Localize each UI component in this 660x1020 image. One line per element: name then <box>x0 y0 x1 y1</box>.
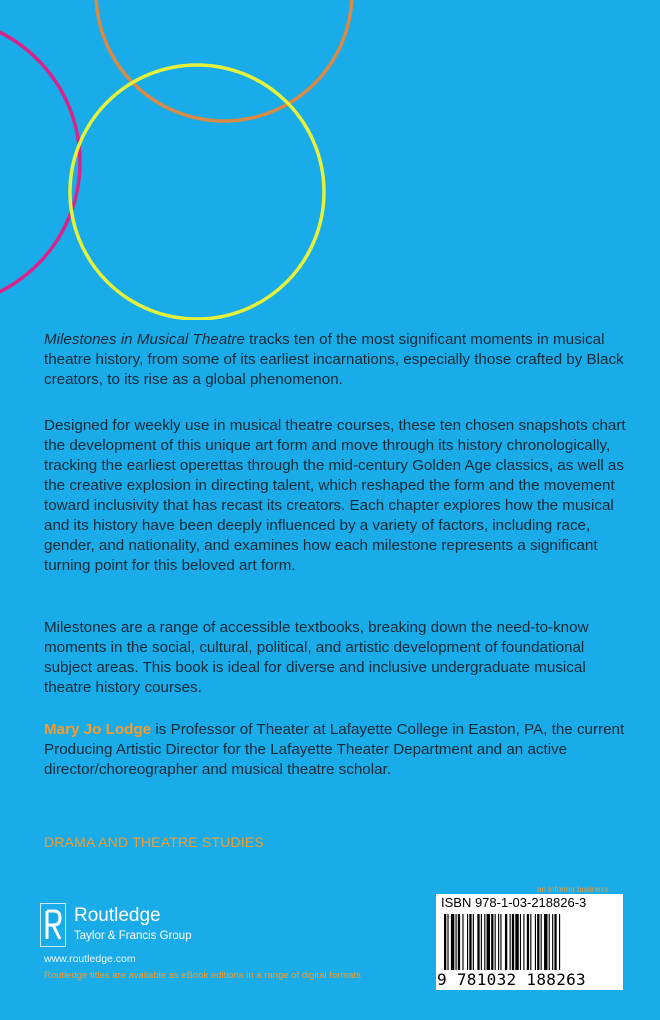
author-bio <box>44 720 634 780</box>
routledge-r-icon <box>40 903 66 947</box>
blurb-paragraph-1 <box>44 330 634 390</box>
ebook-note: Routledge titles are available as eBook editions in a range of digital formats <box>44 970 361 981</box>
publisher-logo <box>40 903 210 947</box>
subject-category: DRAMA AND THEATRE STUDIES <box>44 834 264 850</box>
book-title: Milestones in Musical Theatre <box>44 331 245 348</box>
decorative-rings <box>0 0 660 320</box>
author-name: Mary Jo Lodge <box>44 721 152 738</box>
publisher-url: www.routledge.com <box>44 953 136 965</box>
barcode-digits: 9 781032 188263 <box>437 970 586 989</box>
barcode-bars <box>444 914 616 970</box>
informa-tagline: an informa business <box>537 885 609 894</box>
blurb-paragraph-1-text: tracks ten of the most significant moments in musical theatre history, from some of its earliest incarnations, especially those crafted by Black creators, to its rise as a global phenomenon. <box>44 331 624 388</box>
magenta-ring <box>0 17 80 307</box>
barcode <box>436 894 623 990</box>
isbn-label: ISBN 978-1-03-218826-3 <box>441 895 587 910</box>
blurb-paragraph-3: Milestones are a range of accessible textbooks, breaking down the need-to-know moments in the social, cultural, political, and artistic development of foundational subject areas. This book is ideal for diverse and inclusive undergraduate musical theatre history courses. <box>44 619 589 696</box>
orange-ring <box>96 0 352 121</box>
blurb-paragraph-2: Designed for weekly use in musical theatre courses, these ten chosen snapshots chart the development of this unique art form and move through its history chronologically, tracking the earliest operettas through the mid-century Golden Age classics, as well as the creative explosion in directing talent, which reshaped the form and the movement toward inclusivity that has recast its creators. Each chapter explores how the musical and its history have been deeply influenced by a variety of factors, including race, gender, and nationality, and examines how each milestone represents a significant turning point for this beloved art form. <box>44 417 626 574</box>
publisher-group: Taylor & Francis Group <box>74 930 192 942</box>
author-bio-text: is Professor of Theater at Lafayette College in Easton, PA, the current Producing Artistic Director for the Lafayette Theater Department and an active director/choreographer and musical theatre scholar. <box>44 721 625 778</box>
publisher-name: Routledge <box>74 905 161 926</box>
yellow-ring <box>70 65 324 319</box>
